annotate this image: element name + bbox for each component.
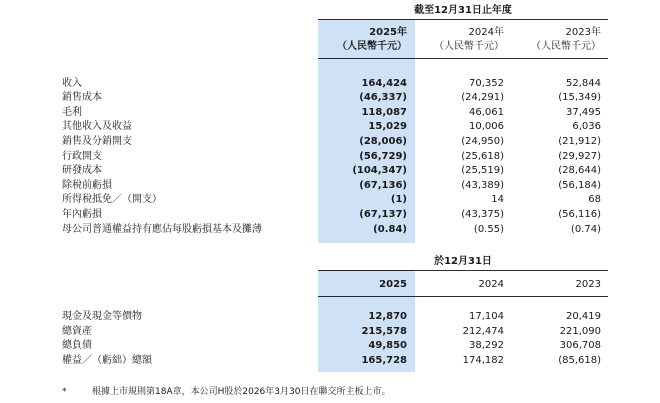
- row-label: 毛利: [62, 107, 82, 118]
- value-2025: 215,578: [361, 326, 407, 337]
- col-2025-unit: （人民幣千元）: [337, 41, 407, 52]
- value-2024: (43,389): [461, 180, 504, 191]
- table2-period-header: 於12月31日: [434, 256, 492, 267]
- value-2023: 68: [588, 194, 601, 205]
- value-2025: (28,006): [359, 136, 407, 147]
- value-2025: 15,029: [368, 121, 407, 132]
- value-2023: (28,644): [558, 165, 601, 176]
- value-2024: (24,291): [461, 92, 504, 103]
- value-2023: (29,927): [558, 151, 601, 162]
- value-2025: 118,087: [361, 107, 407, 118]
- col-2024-unit: （人民幣千元）: [434, 41, 504, 52]
- row-label: 總負債: [62, 340, 92, 351]
- value-2024: 38,292: [469, 340, 504, 351]
- value-2025: 49,850: [368, 340, 407, 351]
- value-2024: (0.55): [473, 224, 504, 235]
- value-2025: (104,347): [352, 165, 407, 176]
- row-label: 收入: [62, 78, 82, 89]
- value-2025: (67,136): [359, 180, 407, 191]
- value-2024: 70,352: [469, 78, 504, 89]
- value-2023: (21,912): [558, 136, 601, 147]
- row-label: 除稅前虧損: [62, 180, 112, 191]
- value-2023: (85,618): [558, 355, 601, 366]
- value-2023: 52,844: [566, 78, 601, 89]
- footnote-text: 根據上市規則第18A章，本公司H股於2026年3月30日在聯交所主板上市。: [92, 387, 391, 397]
- value-2023: 37,495: [566, 107, 601, 118]
- col-2024-year: 2024年: [468, 27, 504, 38]
- value-2023: (56,184): [558, 180, 601, 191]
- row-label: 權益／（虧絀）總額: [62, 355, 152, 366]
- value-2024: 14: [491, 194, 504, 205]
- value-2024: 10,006: [469, 121, 504, 132]
- col-2025-year: 2025年: [369, 27, 407, 38]
- value-2025: (1): [390, 194, 407, 205]
- value-2023: 6,036: [572, 121, 601, 132]
- footnote-marker: *: [62, 387, 67, 397]
- row-label: 銷售及分銷開支: [62, 136, 132, 147]
- value-2025: (67,137): [359, 209, 407, 220]
- value-2024: 46,061: [469, 107, 504, 118]
- value-2023: (0.74): [570, 224, 601, 235]
- row-label: 行政開支: [62, 151, 102, 162]
- col-2023-year: 2023年: [565, 27, 601, 38]
- value-2024: (43,375): [461, 209, 504, 220]
- value-2023: 20,419: [566, 311, 601, 322]
- value-2023: (15,349): [558, 92, 601, 103]
- row-label: 年內虧損: [62, 209, 102, 220]
- value-2025: 164,424: [361, 78, 407, 89]
- table1-period-header: 截至12月31日止年度: [414, 5, 512, 16]
- value-2025: (0.84): [373, 224, 407, 235]
- value-2024: 17,104: [469, 311, 504, 322]
- col-2023-unit: （人民幣千元）: [531, 41, 601, 52]
- value-2025: 12,870: [368, 311, 407, 322]
- col-2023-year: 2023: [575, 279, 601, 290]
- value-2025: (46,337): [359, 92, 407, 103]
- value-2025: (56,729): [359, 151, 407, 162]
- value-2024: (24,950): [461, 136, 504, 147]
- row-label: 總資產: [62, 326, 92, 337]
- row-label: 銷售成本: [62, 92, 102, 103]
- value-2023: (56,116): [558, 209, 601, 220]
- value-2025: 165,728: [361, 355, 407, 366]
- table1-header-rule: [318, 19, 608, 20]
- value-2024: (25,519): [461, 165, 504, 176]
- col-2024-year: 2024: [478, 279, 504, 290]
- value-2024: 212,474: [462, 326, 504, 337]
- table2-column-rule: [318, 296, 608, 297]
- col-2025-year: 2025: [379, 279, 407, 290]
- row-label: 其他收入及收益: [62, 121, 132, 132]
- row-label: 母公司普通權益持有應佔每股虧損基本及攤薄: [62, 224, 262, 235]
- table1-column-rule: [318, 58, 608, 59]
- row-label: 研發成本: [62, 165, 102, 176]
- value-2024: 174,182: [462, 355, 504, 366]
- value-2023: 221,090: [559, 326, 601, 337]
- table2-header-rule: [318, 270, 608, 271]
- row-label: 所得稅抵免／（開支）: [62, 194, 162, 205]
- value-2023: 306,708: [559, 340, 601, 351]
- row-label: 現金及現金等價物: [62, 311, 142, 322]
- value-2024: (25,618): [461, 151, 504, 162]
